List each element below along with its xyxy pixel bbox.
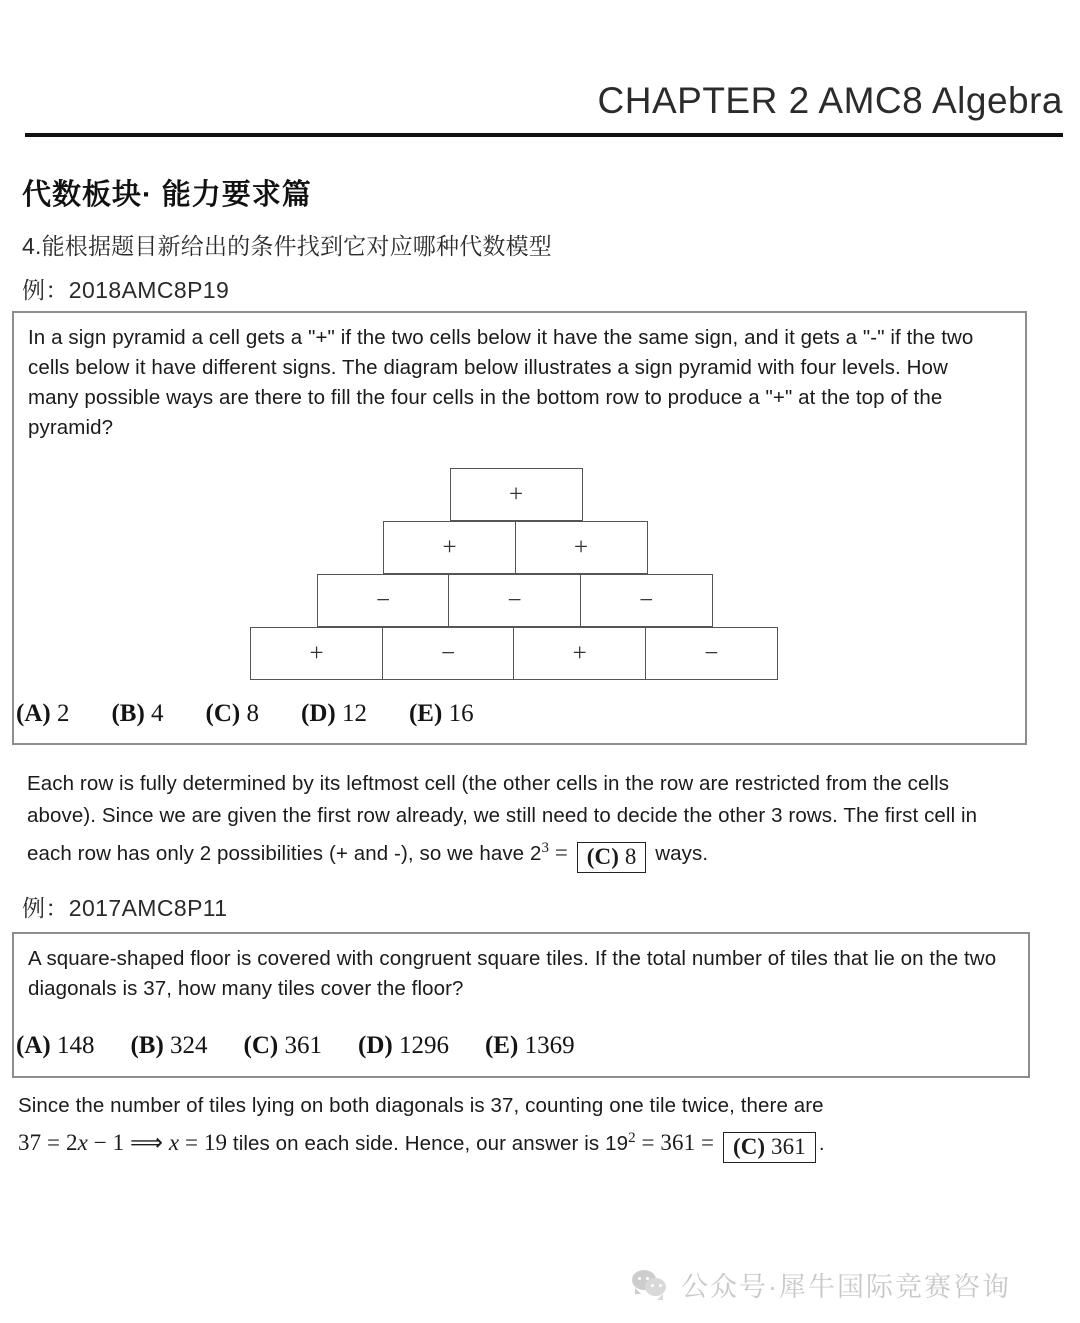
header-divider <box>25 133 1063 137</box>
section-title: 代数板块· 能力要求篇 <box>22 179 312 211</box>
example-label-1: 例：2018AMC8P19 <box>22 277 230 303</box>
solution-2-exponent: 2 <box>628 1130 636 1146</box>
pyramid-row-4 <box>250 627 778 680</box>
page-header <box>25 78 1063 140</box>
solution-2-tail2: = 361 = <box>641 1129 715 1155</box>
answer-choice-a: (A) 148 <box>16 1032 95 1059</box>
problem-statement-2: A square-shaped floor is covered with congruent square tiles. If the total number of tiles that lie on the two diagonals is 37, how many tiles cover the floor? <box>28 947 997 1000</box>
footer-text: 公众号·犀牛国际竞赛咨询 <box>681 1271 1011 1302</box>
solution-2-var-x2: x <box>168 1129 180 1155</box>
solution-2 <box>18 1090 1028 1163</box>
answer-choice-c: (C) 361 <box>243 1032 323 1059</box>
pyramid-row-1 <box>450 468 583 521</box>
solution-2-eq-right: = 19 <box>185 1129 228 1155</box>
answer-choice-d: (D) 1296 <box>358 1032 449 1059</box>
pyramid-cell: + <box>513 627 646 680</box>
pyramid-cell: − <box>645 627 778 680</box>
answer-choice-c: (C) 8 <box>205 700 260 727</box>
solution-2-line1: Since the number of tiles lying on both diagonals is 37, counting one tile twice, there are <box>18 1094 824 1117</box>
page-title: CHAPTER 2 AMC8 Algebra <box>597 80 1063 121</box>
footer <box>632 1262 1011 1306</box>
solution-1-equals: = <box>554 839 568 865</box>
answer-choice-b: (B) 324 <box>130 1032 208 1059</box>
boxed-answer-2-label: (C) <box>732 1133 766 1159</box>
pyramid-cell: − <box>448 574 581 627</box>
solution-2-tail1: tiles on each side. Hence, our answer is 19 <box>232 1131 629 1155</box>
boxed-answer-1 <box>577 842 647 873</box>
wechat-icon <box>632 1270 668 1298</box>
answer-choice-d: (D) 12 <box>301 700 367 727</box>
pyramid-cell: − <box>580 574 713 627</box>
solution-1-tail: ways. <box>655 841 709 865</box>
answer-choice-b: (B) 4 <box>111 700 164 727</box>
implies-symbol: ⟹ <box>130 1129 164 1155</box>
pyramid-cell: + <box>250 627 383 680</box>
boxed-answer-2 <box>723 1132 816 1163</box>
answer-choices-1 <box>16 700 516 728</box>
pyramid-cell: + <box>383 521 516 574</box>
wechat-bubble-small <box>645 1278 666 1296</box>
answer-choice-e: (E) 1369 <box>484 1032 575 1059</box>
solution-1-text: Each row is fully determined by its leftmost cell (the other cells in the row are restricted from the cells above). Since we are given the first row already, we still need to decide the other 3 rows. The first cell in each row has only 2 possibilities (+ and -), so we have 2 <box>27 772 978 865</box>
boxed-answer-1-value: 8 <box>624 843 637 869</box>
answer-choice-e: (E) 16 <box>408 700 474 727</box>
solution-2-eq-mid: − 1 <box>93 1129 125 1155</box>
boxed-answer-2-value: 361 <box>771 1133 806 1159</box>
pyramid-row-2 <box>383 521 648 574</box>
answer-choice-a: (A) 2 <box>16 700 70 727</box>
requirement-item: 4.能根据题目新给出的条件找到它对应哪种代数模型 <box>22 233 552 259</box>
pyramid-cell: + <box>515 521 648 574</box>
problem-statement-1: In a sign pyramid a cell gets a "+" if the two cells below it have the same sign, and it gets a "-" if the two cells below it have different signs. The diagram below illustrates a sign pyramid with four levels. How many possible ways are there to fill the four cells in the bottom row to produce a "+" at the top of the pyramid? <box>28 326 974 439</box>
solution-2-eq-left: 37 = 2 <box>18 1129 78 1155</box>
solution-1 <box>27 768 1002 873</box>
example-label-2: 例：2017AMC8P11 <box>22 895 228 921</box>
pyramid-row-3 <box>317 574 713 627</box>
pyramid-cell: + <box>450 468 583 521</box>
pyramid-cell: − <box>382 627 515 680</box>
solution-2-var-x1: x <box>77 1129 88 1155</box>
solution-2-period: . <box>818 1131 825 1155</box>
sign-pyramid-diagram <box>250 468 782 682</box>
boxed-answer-1-label: (C) <box>586 843 619 869</box>
pyramid-cell: − <box>317 574 450 627</box>
solution-1-exponent: 3 <box>541 840 550 856</box>
answer-choices-2 <box>16 1032 611 1060</box>
